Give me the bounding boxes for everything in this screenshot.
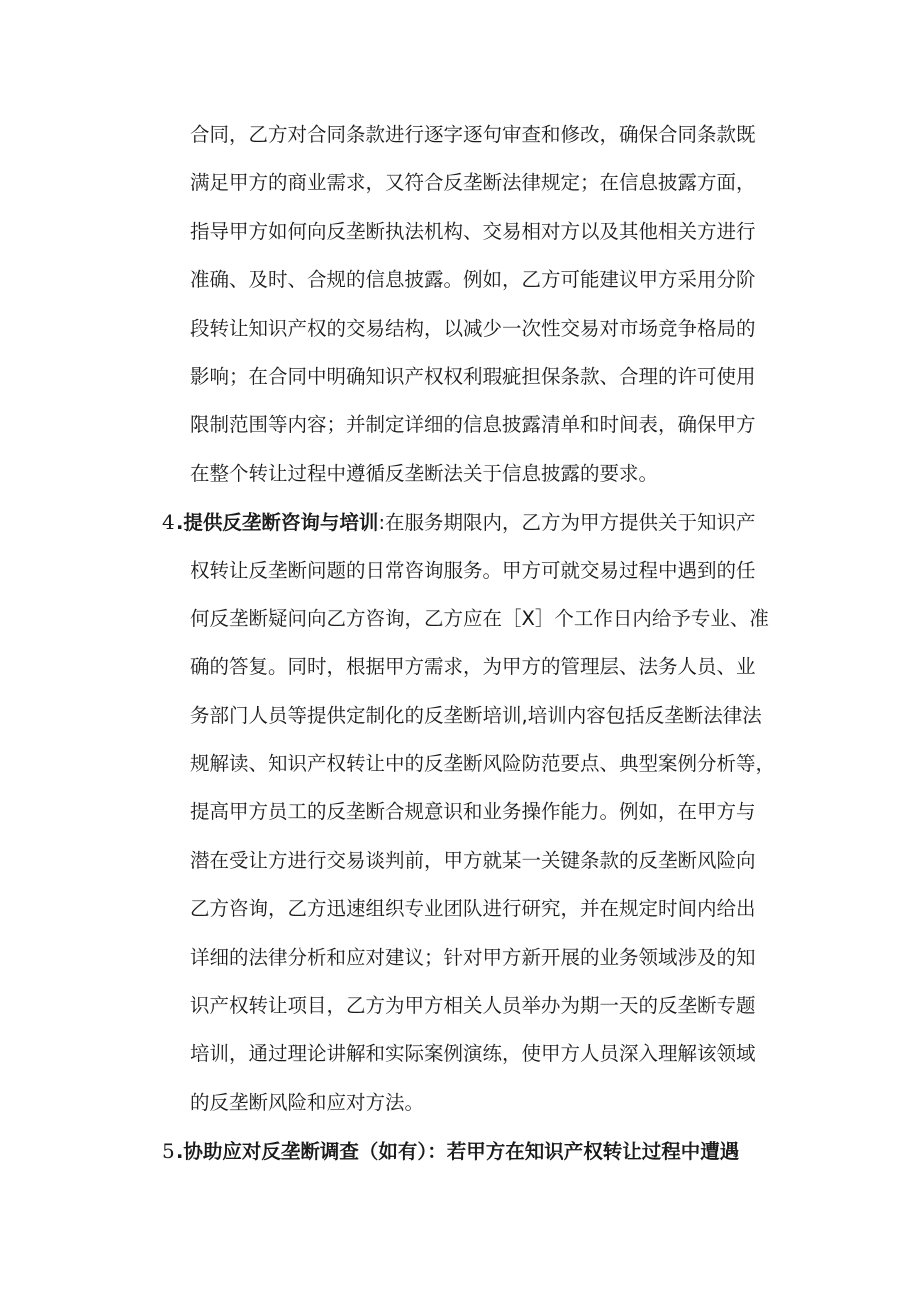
item-heading: 协助应对反垄断调查（如有）	[183, 1140, 428, 1164]
item-heading: 提供反垄断咨询与培训	[183, 511, 379, 535]
text-line: 段转让知识产权的交易结构，以减少一次性交易对市场竞争格局的	[190, 316, 756, 340]
text-line: 影响；在合同中明确知识产权权利瑕疵担保条款、合理的许可使用	[190, 364, 756, 388]
text-line: 确的答复。同时，根据甲方需求，为甲方的管理层、法务人员、业	[190, 655, 756, 679]
item-dot: .	[176, 511, 184, 535]
text-line: 潜在受让方进行交易谈判前，甲方就某一关键条款的反垄断风险向	[190, 848, 756, 872]
text-line: 满足甲方的商业需求，又符合反垄断法律规定；在信息披露方面，	[190, 171, 756, 195]
item-text: :在服务期限内，乙方为甲方提供关于知识产	[378, 511, 756, 535]
text-line: 的反垄断风险和应对方法。	[190, 1090, 425, 1114]
text-line: 务部门人员等提供定制化的反垄断培训,培训内容包括反垄断法律法	[190, 703, 762, 727]
list-item-5	[0, 1127, 920, 1175]
text-line: 指导甲方如何向反垄断执法机构、交易相对方以及其他相关方进行	[190, 219, 756, 243]
text-line: 何反垄断疑问向乙方咨询，乙方应在［X］个工作日内给予专业、准	[190, 606, 769, 630]
document-body	[0, 111, 920, 1176]
list-item-4	[0, 498, 920, 546]
text-line: 详细的法律分析和应对建议；针对甲方新开展的业务领域涉及的知	[190, 945, 756, 969]
text-line: 提高甲方员工的反垄断合规意识和业务操作能力。例如，在甲方与	[190, 800, 756, 824]
item-text: ：若甲方在知识产权转让过程中遭遇	[427, 1140, 740, 1164]
text-line: 在整个转让过程中遵循反垄断法关于信息披露的要求。	[190, 461, 659, 485]
item-number: 4	[162, 510, 175, 535]
text-line: 准确、及时、合规的信息披露。例如，乙方可能建议甲方采用分阶	[190, 268, 756, 292]
text-line: 合同，乙方对合同条款进行逐字逐句审查和修改，确保合同条款既	[190, 123, 756, 146]
item-number: 5	[162, 1139, 175, 1164]
text-line: 限制范围等内容；并制定详细的信息披露清单和时间表，确保甲方	[190, 413, 756, 437]
text-line: 乙方咨询，乙方迅速组织专业团队进行研究，并在规定时间内给出	[190, 897, 756, 921]
text-line: 培训，通过理论讲解和实际案例演练，使甲方人员深入理解该领域	[190, 1042, 756, 1066]
item-dot: .	[176, 1140, 184, 1164]
text-line: 识产权转让项目，乙方为甲方相关人员举办为期一天的反垄断专题	[190, 994, 756, 1018]
text-line: 规解读、知识产权转让中的反垄断风险防范要点、典型案例分析等，	[190, 752, 776, 776]
text-line: 权转让反垄断问题的日常咨询服务。甲方可就交易过程中遇到的任	[190, 558, 756, 582]
